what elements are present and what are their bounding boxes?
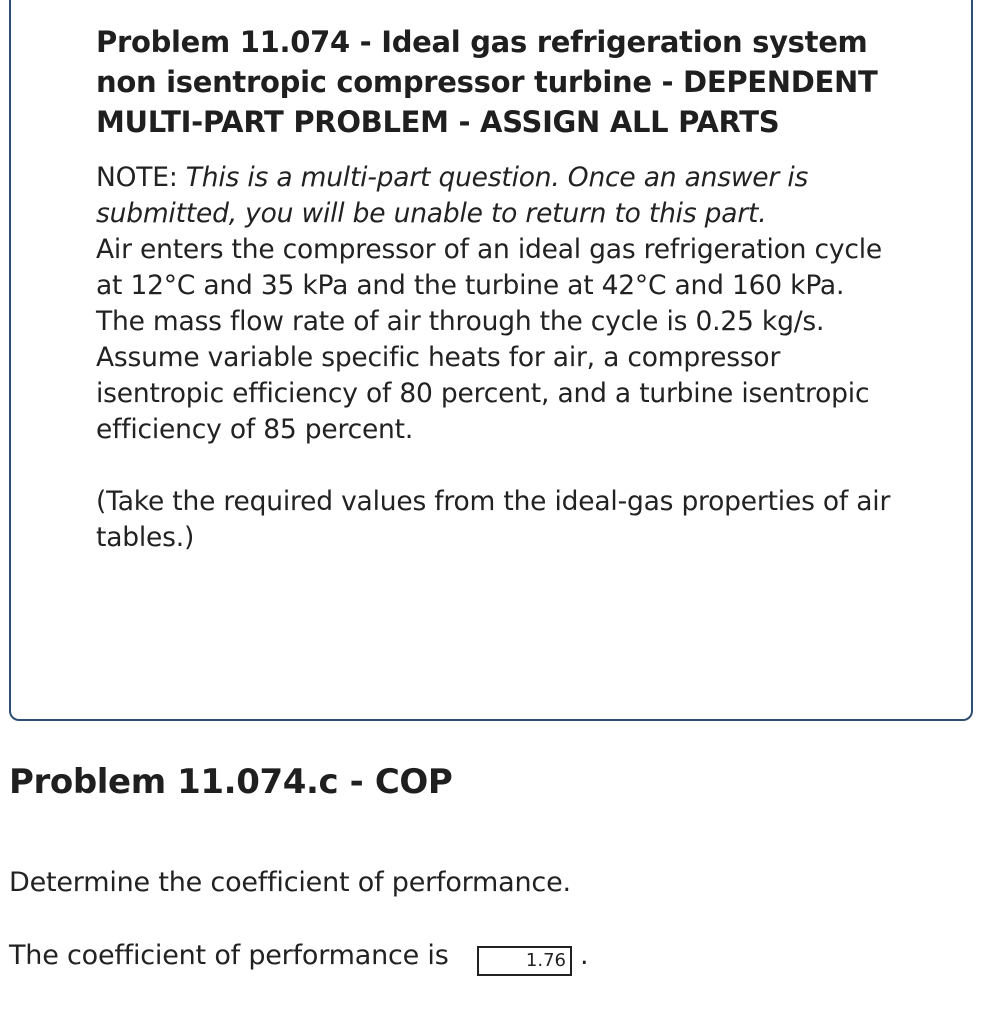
problem-hint: (Take the required values from the ideal-gas properties of air tables.) [96, 486, 891, 553]
problem-title: Problem 11.074 - Ideal gas refrigeration system non isentropic compressor turbine - DEPENDENT MULTI-PART PROBLEM - ASSIGN ALL PARTS [96, 25, 878, 139]
problem-card [9, 0, 973, 721]
problem-body [96, 160, 896, 556]
paragraph-gap [96, 448, 896, 484]
answer-prefix: The coefficient of performance is [9, 940, 449, 971]
note-text: This is a multi-part question. Once an answer is submitted, you will be unable to return to this part. [96, 162, 809, 229]
note [96, 160, 896, 232]
answer-input[interactable]: 1.76 [477, 946, 572, 976]
part-title: Problem 11.074.c - COP [9, 762, 453, 802]
note-label: NOTE: [96, 162, 186, 193]
answer-suffix: . [580, 940, 589, 971]
problem-card-content [96, 22, 896, 556]
problem-description: Air enters the compressor of an ideal gas refrigeration cycle at 12°C and 35 kPa and the turbine at 42°C and 160 kPa. The mass flow rate of air through the cycle is 0.25 kg/s. Assume variable specific heats for air, a compressor isentropic efficiency of 80 percent, and a turbine isentropic efficiency of 85 percent. [96, 234, 882, 445]
part-question: Determine the coefficient of performance. [9, 867, 571, 898]
